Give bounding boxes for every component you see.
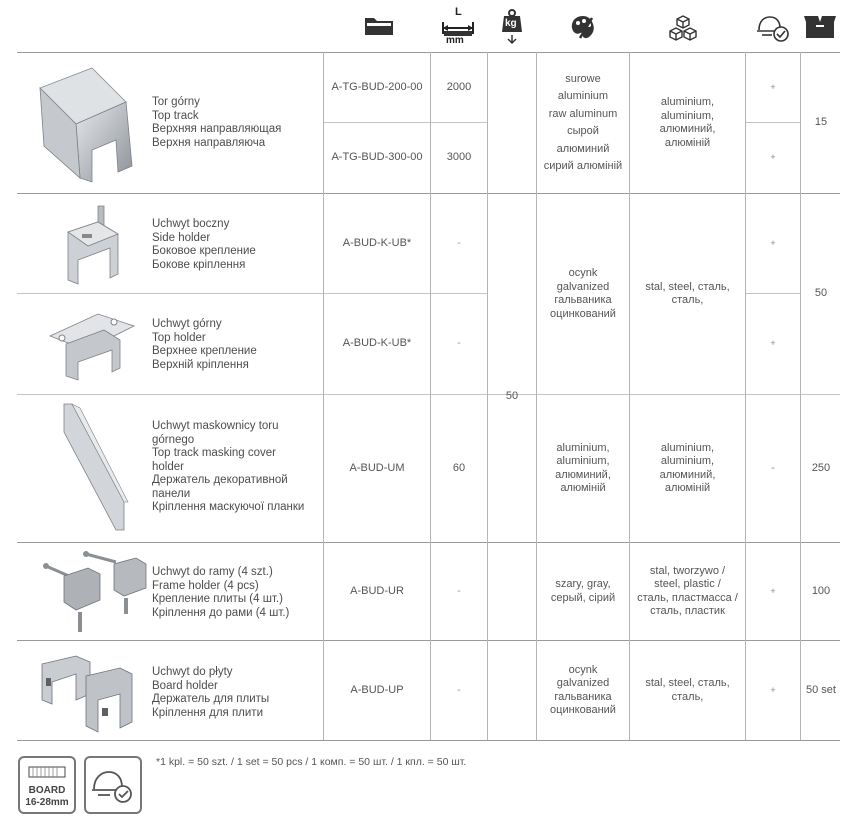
length-cell: - xyxy=(457,337,461,350)
name-en: Top holder xyxy=(152,331,206,344)
palette-icon xyxy=(570,14,596,45)
material-line: stal, steel, сталь, xyxy=(645,280,730,293)
finish-line: galvanized xyxy=(556,677,610,689)
name-pl: Uchwyt do płyty xyxy=(152,666,233,678)
masking-holder-image xyxy=(60,402,130,537)
name-en: Frame holder (4 pcs) xyxy=(152,579,259,592)
finish-cell xyxy=(537,395,629,542)
name-ua: Кріплення до рами (4 шт.) xyxy=(152,606,290,619)
name-en: Board holder xyxy=(152,679,218,692)
masking-holder-names xyxy=(152,420,304,515)
weight-cell: 50 xyxy=(505,389,519,402)
board-icon xyxy=(27,763,67,781)
code-cell: A-BUD-K-UB* xyxy=(342,236,412,249)
material-line: сталь, пластмасса / xyxy=(637,591,738,604)
safety-badge xyxy=(84,756,142,814)
weight-label: kg xyxy=(505,18,517,29)
length-cell: - xyxy=(457,584,461,597)
name-pl: Tor górny xyxy=(152,96,200,108)
plus-cell: + xyxy=(770,684,776,695)
finish-line: aluminium, xyxy=(556,455,610,467)
finish-line: серый, сірий xyxy=(550,591,616,604)
code-cell: A-BUD-UM xyxy=(349,461,405,474)
name-ua: Верхня направляюча xyxy=(152,136,266,149)
name-ru: Боковое крепление xyxy=(152,245,256,257)
side-holder-image xyxy=(58,204,128,291)
plus-cell: + xyxy=(770,585,776,596)
name-ru: Верхняя направляющая xyxy=(152,123,282,135)
top-track-names xyxy=(152,96,281,150)
code-cell: A-TG-BUD-300-00 xyxy=(331,151,423,164)
pack-cell: 100 xyxy=(811,584,831,597)
name-pl-2: górnego xyxy=(152,433,195,446)
plus-cell: + xyxy=(770,152,776,163)
board-thickness-badge xyxy=(18,756,76,814)
length-cell: 60 xyxy=(452,461,466,474)
material-line: алюминий, xyxy=(659,123,716,135)
name-ru: Держатель декоративной xyxy=(152,474,288,486)
pack-cell: 50 xyxy=(814,287,828,300)
material-line: aluminium, xyxy=(660,96,715,108)
material-line: aluminium, xyxy=(660,455,715,467)
finish-line: гальваника xyxy=(554,690,612,703)
finish-line: алюминий xyxy=(556,142,610,155)
side-holder-names xyxy=(152,218,256,272)
length-icon xyxy=(440,6,476,46)
pack-cell: 15 xyxy=(814,116,828,129)
material-line: stal, tworzywo / xyxy=(649,564,726,577)
material-cell xyxy=(630,543,745,640)
code-cell: A-BUD-UP xyxy=(350,683,404,696)
finish-line: алюминий, xyxy=(555,468,611,481)
top-holder-names xyxy=(152,318,257,372)
finish-cell xyxy=(537,194,629,394)
finish-line: гальваника xyxy=(554,294,612,306)
name-pl: Uchwyt boczny xyxy=(152,218,230,230)
board-label: BOARD xyxy=(28,785,66,796)
finish-line: оцинкований xyxy=(550,307,616,320)
name-ru-2: панели xyxy=(152,487,191,500)
material-line: steel, plastic / xyxy=(654,578,721,590)
length-cell: 2000 xyxy=(446,80,472,93)
helmet-check-icon xyxy=(90,765,136,805)
length-label: L xyxy=(455,6,462,18)
name-ua: Кріплення для плити xyxy=(152,706,264,719)
name-en: Side holder xyxy=(152,231,211,244)
name-ru: Держатель для плиты xyxy=(152,693,270,705)
weight-icon xyxy=(500,8,524,44)
plus-cell: + xyxy=(770,237,776,248)
top-holder-image xyxy=(48,306,136,387)
name-en: Top track masking cover xyxy=(152,447,276,459)
material-cell xyxy=(630,641,745,740)
name-ru: Крепление плиты (4 шт.) xyxy=(152,593,283,605)
name-pl: Uchwyt maskownicy toru xyxy=(152,420,279,432)
length-unit: mm xyxy=(446,35,464,46)
material-line: stal, steel, сталь, xyxy=(645,677,730,689)
helmet-check-icon xyxy=(756,12,790,47)
board-size: 16-28mm xyxy=(25,797,69,808)
material-line: сталь, xyxy=(671,690,704,703)
finish-line: ocynk xyxy=(568,267,598,279)
name-pl: Uchwyt do ramy (4 szt.) xyxy=(152,566,273,578)
finish-line: surowe xyxy=(565,72,601,85)
finish-line: сырой xyxy=(567,125,599,137)
material-line: алюміній xyxy=(664,482,711,494)
name-en: Top track xyxy=(152,109,199,122)
finish-line: szary, gray, xyxy=(555,578,611,590)
material-line: алюминий, xyxy=(659,468,716,481)
finish-cell xyxy=(537,53,629,193)
plus-cell: + xyxy=(770,338,776,349)
finish-line: galvanized xyxy=(556,280,610,293)
finish-cell xyxy=(537,641,629,740)
finish-line: aluminium, xyxy=(556,441,610,454)
pack-cell: 50 set xyxy=(806,683,836,696)
name-en-2: holder xyxy=(152,460,184,473)
finish-line: aluminium xyxy=(557,90,609,102)
code-cell: A-BUD-UR xyxy=(350,584,404,597)
finish-line: ocynk xyxy=(568,663,598,676)
folder-icon xyxy=(364,14,394,41)
material-line: aluminium, xyxy=(660,109,715,122)
code-cell: A-TG-BUD-200-00 xyxy=(331,80,423,93)
cubes-icon xyxy=(668,14,698,47)
board-holder-names xyxy=(152,666,269,720)
name-ua: Верхній кріплення xyxy=(152,358,249,371)
name-pl: Uchwyt górny xyxy=(152,318,222,330)
finish-line: raw aluminum xyxy=(548,107,618,120)
length-cell: 3000 xyxy=(446,151,472,164)
plus-cell: + xyxy=(770,81,776,92)
finish-line: алюміній xyxy=(560,482,606,494)
plus-cell: - xyxy=(771,461,775,474)
material-line: aluminium, xyxy=(660,441,715,454)
name-ua: Бокове кріплення xyxy=(152,258,246,271)
length-cell: - xyxy=(457,683,461,696)
length-cell: - xyxy=(457,236,461,249)
material-cell xyxy=(630,53,745,193)
name-ru: Верхнее крепление xyxy=(152,345,257,357)
pack-cell: 250 xyxy=(811,461,831,474)
box-icon xyxy=(803,14,837,45)
material-line: сталь, пластик xyxy=(650,605,725,617)
finish-cell xyxy=(537,543,629,640)
top-track-image xyxy=(36,66,146,189)
board-holder-image xyxy=(40,654,136,739)
frame-holder-names xyxy=(152,566,289,620)
material-line: алюміній xyxy=(664,136,711,149)
footnote: *1 kpl. = 50 szt. / 1 set = 50 pcs / 1 комп. = 50 шт. / 1 кпл. = 50 шт. xyxy=(156,756,467,768)
name-ua: Кріплення маскуючої планки xyxy=(152,501,305,513)
finish-line: сирий алюміній xyxy=(543,160,623,172)
finish-line: оцинкований xyxy=(550,704,616,716)
frame-holder-image xyxy=(40,550,150,639)
material-line: сталь, xyxy=(671,294,704,306)
material-cell xyxy=(630,194,745,394)
code-cell: A-BUD-K-UB* xyxy=(342,337,412,350)
material-cell xyxy=(630,395,745,542)
